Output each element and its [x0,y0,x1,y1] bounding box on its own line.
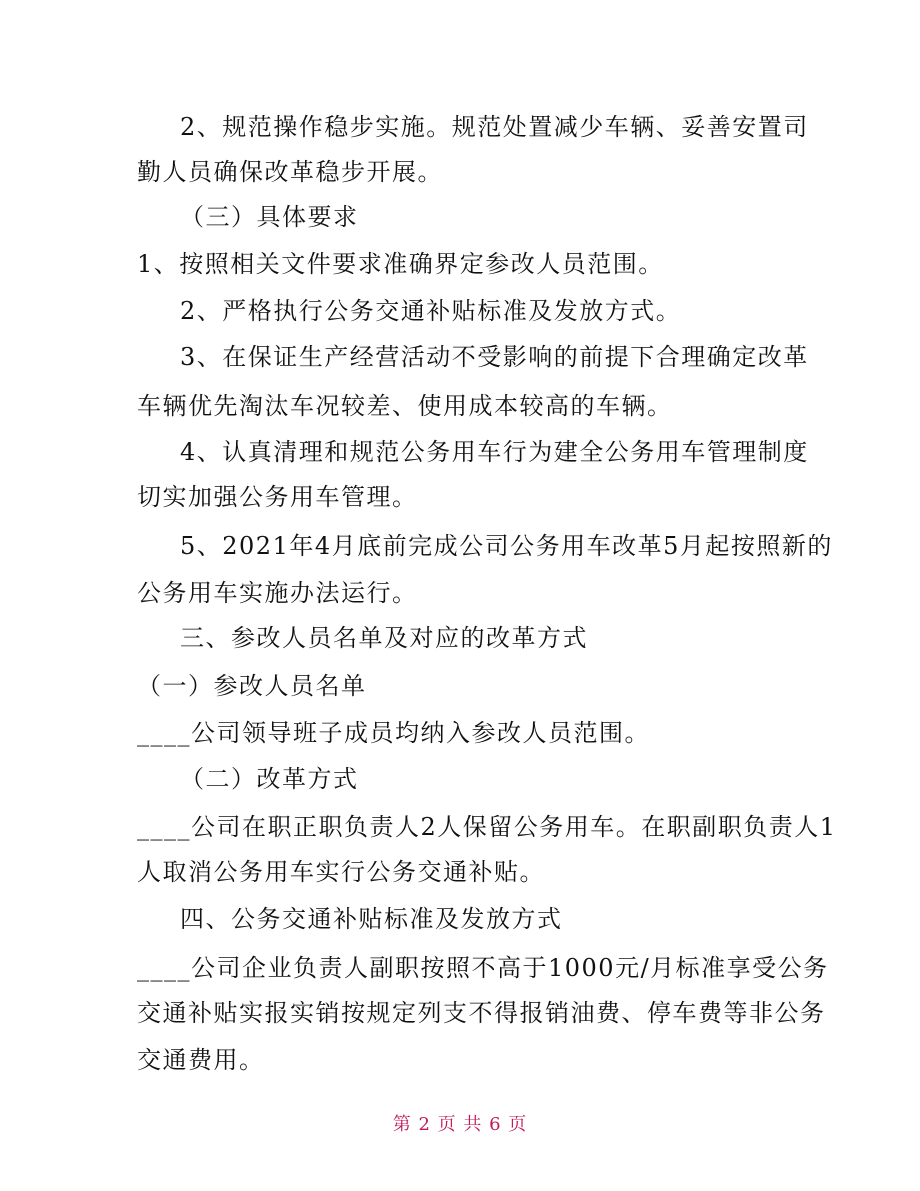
paragraph-line: 2、严格执行公务交通补贴标准及发放方式。 [180,297,682,325]
page-number-footer: 第 2 页 共 6 页 [392,1114,528,1135]
paragraph-line: 勤人员确保改革稳步开展。 [137,158,443,186]
paragraph-line: ____公司领导班子成员均纳入参改人员范围。 [137,719,650,747]
paragraph-line: 车辆优先淘汰车况较差、使用成本较高的车辆。 [137,392,673,420]
paragraph-line: 4、认真清理和规范公务用车行为建全公务用车管理制度 [180,438,809,466]
section-heading: 四、公务交通补贴标准及发放方式 [180,905,563,933]
section-heading: （二）改革方式 [180,765,359,793]
paragraph-line: ____公司在职正职负责人2人保留公务用车。在职副职负责人1 [137,813,837,841]
paragraph-line: 公务用车实施办法运行。 [137,579,418,607]
paragraph-line: 3、在保证生产经营活动不受影响的前提下合理确定改革 [180,343,809,371]
paragraph-line: 切实加强公务用车管理。 [137,483,418,511]
paragraph-line: 交通补贴实报实销按规定列支不得报销油费、停车费等非公务 [137,999,826,1027]
paragraph-line: 5、2021年4月底前完成公司公务用车改革5月起按照新的 [180,532,833,560]
paragraph-line: 2、规范操作稳步实施。规范处置减少车辆、妥善安置司 [180,113,809,141]
section-heading: （三）具体要求 [180,203,359,231]
paragraph-line: 交通费用。 [137,1046,265,1074]
paragraph-line: ____公司企业负责人副职按照不高于1000元/月标准享受公务 [137,954,829,982]
section-heading: 三、参改人员名单及对应的改革方式 [180,624,588,652]
paragraph-line: 1、按照相关文件要求准确界定参改人员范围。 [137,250,664,278]
paragraph-line: 人取消公务用车实行公务交通补贴。 [137,858,545,886]
section-heading: （一）参改人员名单 [137,672,367,700]
